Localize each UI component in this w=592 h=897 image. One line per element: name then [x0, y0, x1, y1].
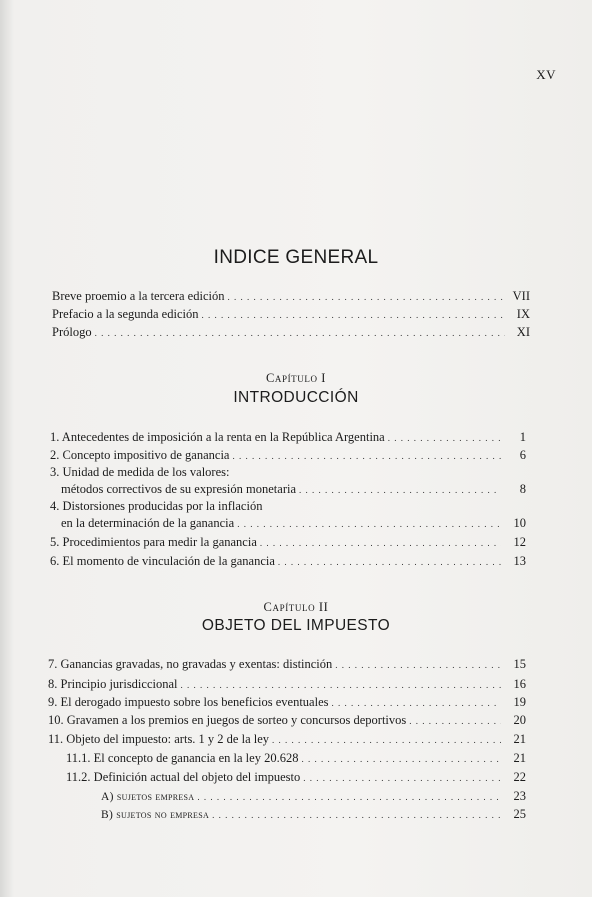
toc-entry[interactable] — [48, 712, 526, 729]
toc-entry-line1: 3. Unidad de medida de los valores: — [50, 465, 230, 479]
chapter-1-label: Capítulo I — [265, 371, 327, 385]
toc-entry-label: 6. El momento de vinculación de la ganancia — [50, 554, 275, 568]
toc-entry[interactable] — [101, 806, 526, 823]
toc-entry-page: IX — [516, 307, 530, 321]
chapter-2-label: Capítulo II — [263, 600, 329, 614]
toc-entry-label: 8. Principio jurisdiccional — [48, 677, 178, 691]
toc-entry-label: 11. Objeto del impuesto: arts. 1 y 2 de la ley — [48, 732, 270, 746]
toc-entry-page: 21 — [513, 732, 526, 746]
toc-entry[interactable] — [48, 731, 526, 748]
toc-entry[interactable] — [48, 656, 526, 673]
toc-entry[interactable] — [61, 481, 526, 498]
toc-entry-page: 10 — [513, 516, 526, 530]
toc-entry-page: 16 — [513, 677, 526, 691]
toc-entry-page: VII — [512, 289, 530, 303]
toc-entry-label: 11.2. Definición actual del objeto del impuesto — [66, 770, 301, 784]
toc-entry-page: 13 — [513, 554, 526, 568]
toc-entry-label: 9. El derogado impuesto sobre los beneficios eventuales — [48, 695, 329, 709]
toc-entry-page: 8 — [519, 482, 526, 496]
dot-leader — [335, 657, 501, 673]
toc-entry-page: 12 — [513, 535, 526, 549]
toc-entry-label: 10. Gravamen a los premios en juegos de sorteo y concursos deportivos — [48, 713, 407, 727]
toc-entry-page: XI — [516, 325, 530, 339]
toc-entry-label: en la determinación de la ganancia — [61, 516, 235, 530]
toc-entry-page: 1 — [519, 430, 526, 444]
toc-entry-line1: 4. Distorsiones producidas por la inflación — [50, 499, 263, 513]
dot-leader — [278, 554, 501, 570]
dot-leader — [272, 732, 501, 748]
toc-entry-page: 20 — [513, 713, 526, 727]
toc-entry[interactable] — [48, 676, 526, 693]
toc-entry-label: B) sujetos no empresa — [101, 809, 210, 821]
toc-entry-page: 6 — [519, 448, 526, 462]
chapter-1-title: INTRODUCCIÓN — [233, 389, 359, 406]
toc-entry[interactable] — [101, 788, 526, 805]
toc-entry-label: 7. Ganancias gravadas, no gravadas y exentas: distinción — [48, 657, 333, 671]
toc-entry[interactable] — [61, 515, 526, 532]
dot-leader — [201, 307, 505, 323]
dot-leader — [303, 770, 501, 786]
toc-entry-label: 5. Procedimientos para medir la ganancia — [50, 535, 257, 549]
toc-entry[interactable] — [66, 769, 526, 786]
toc-entry-page: 23 — [513, 789, 526, 803]
toc-entry-proemio[interactable] — [52, 288, 530, 305]
toc-entry-prefacio[interactable] — [52, 306, 530, 323]
toc-entry-page: 21 — [513, 751, 526, 765]
toc-entry-label: A) sujetos empresa — [101, 791, 195, 803]
dot-leader — [181, 677, 502, 693]
dot-leader — [232, 448, 501, 464]
toc-entry-page: 25 — [513, 807, 526, 821]
toc-entry-label: métodos correctivos de su expresión monetaria — [61, 482, 296, 496]
chapter-2-title: OBJETO DEL IMPUESTO — [201, 617, 391, 634]
dot-leader — [197, 789, 501, 805]
toc-entry[interactable] — [48, 694, 526, 711]
toc-entry-label: Breve proemio a la tercera edición — [52, 289, 225, 303]
toc-entry-label: Prólogo — [52, 325, 92, 339]
dot-leader — [227, 289, 505, 305]
toc-entry-page: 15 — [513, 657, 526, 671]
dot-leader — [212, 807, 501, 823]
dot-leader — [237, 516, 501, 532]
dot-leader — [409, 713, 501, 729]
toc-entry-page: 22 — [513, 770, 526, 784]
toc-entry-label: 2. Concepto impositivo de ganancia — [50, 448, 230, 462]
toc-entry-label: 11.1. El concepto de ganancia en la ley 20.628 — [66, 751, 299, 765]
index-title: INDICE GENERAL — [213, 247, 379, 268]
dot-leader — [95, 325, 505, 341]
toc-entry-label: Prefacio a la segunda edición — [52, 307, 199, 321]
dot-leader — [299, 482, 501, 498]
toc-entry-label: 1. Antecedentes de imposición a la renta en la República Argentina — [50, 430, 385, 444]
toc-entry[interactable] — [50, 534, 526, 551]
dot-leader — [331, 695, 501, 711]
toc-entry[interactable] — [50, 553, 526, 570]
toc-entry[interactable] — [50, 429, 526, 446]
toc-entry[interactable] — [50, 447, 526, 464]
toc-entry-prologo[interactable] — [52, 324, 530, 341]
toc-entry[interactable] — [66, 750, 526, 767]
dot-leader — [301, 751, 501, 767]
dot-leader — [260, 535, 501, 551]
toc-entry-page: 19 — [513, 695, 526, 709]
dot-leader — [388, 430, 501, 446]
page-number: XV — [536, 67, 556, 82]
